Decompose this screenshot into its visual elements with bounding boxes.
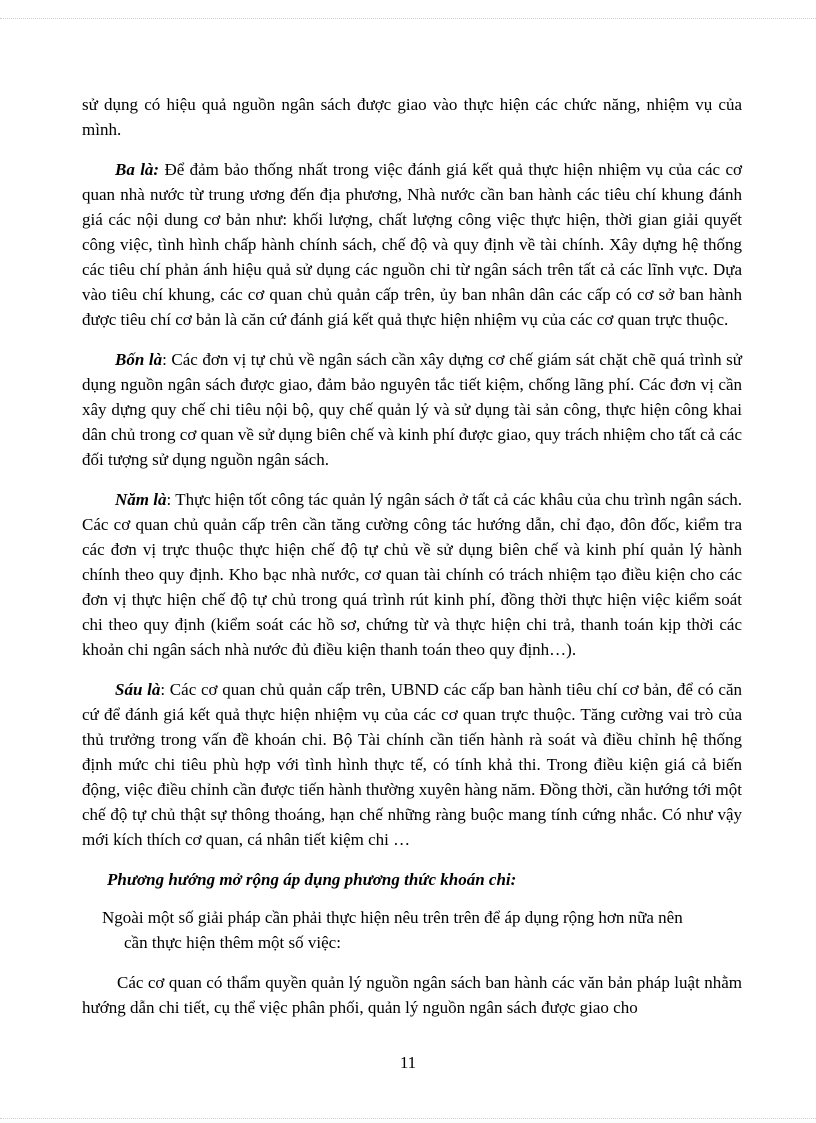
lead-nam-la: Năm là (115, 490, 167, 509)
lead-bon-la: Bốn là (115, 350, 163, 369)
paragraph-nam-la (82, 487, 742, 662)
paragraph-continuation: sử dụng có hiệu quả nguồn ngân sách được giao vào thực hiện các chức năng, nhiệm vụ của mình. (82, 95, 742, 139)
text-sau-la: : Các cơ quan chủ quản cấp trên, UBND các cấp ban hành tiêu chí cơ bản, để có căn cứ để đánh giá kết quả thực hiện nhiệm vụ của các cơ quan trực thuộc. Tăng cường vai trò của thủ trưởng trong vấn đề khoán chi. Bộ Tài chính cần tiến hành rà soát và điều chỉnh hệ thống định mức chi tiêu phù hợp với tình hình thực tế, có tính khả thi. Trong điều kiện giá cả biến động, việc điều chỉnh cần được tiến hành thường xuyên hàng năm. Đồng thời, cần hướng tới một chế độ tự chủ thật sự thông thoáng, hạn chế những ràng buộc mang tính cứng nhắc. Có như vậy mới kích thích cơ quan, cá nhân tiết kiệm chi … (82, 680, 742, 849)
paragraph-sau-la (82, 677, 742, 852)
section-heading: Phương hướng mở rộng áp dụng phương thức khoán chi: (107, 870, 517, 889)
paragraph-ba-la (82, 157, 742, 332)
lead-ba-la: Ba là: (115, 160, 160, 179)
paragraph-bon-la (82, 347, 742, 472)
top-dotted-border (0, 18, 816, 19)
lead-sau-la: Sáu là (115, 680, 161, 699)
intro-line-1: Ngoài một số giải pháp cần phải thực hiện nêu trên trên để áp dụng rộng hơn nữa nên (102, 908, 683, 927)
bottom-dotted-border (0, 1118, 816, 1119)
page-number: 11 (399, 1053, 417, 1072)
intro-paragraph (102, 905, 742, 955)
text-bon-la: : Các đơn vị tự chủ về ngân sách cần xây dựng cơ chế giám sát chặt chẽ quá trình sử dụng nguồn ngân sách được giao, đảm bảo nguyên tắc tiết kiệm, chống lãng phí. Các đơn vị cần xây dựng quy chế chi tiêu nội bộ, quy chế quản lý và sử dụng tài sản công, thực hiện công khai dân chủ trong cơ quan về sử dụng biên chế và kinh phí được giao, quy trách nhiệm cho tất cả các đối tượng sử dụng nguồn ngân sách. (82, 350, 742, 469)
text-ba-la: Để đảm bảo thống nhất trong việc đánh giá kết quả thực hiện nhiệm vụ của các cơ quan nhà nước từ trung ương đến địa phương, Nhà nước cần ban hành các tiêu chí khung đánh giá các nội dung cơ bản như: khối lượng, chất lượng công việc thực hiện, thời gian giải quyết công việc, tình hình chấp hành chính sách, chế độ và quy định về tài chính. Xây dựng hệ thống các tiêu chí phản ánh hiệu quả sử dụng các nguồn chi từ ngân sách trên tất cả các lĩnh vực. Dựa vào tiêu chí khung, các cơ quan chủ quản cấp trên, ủy ban nhân dân các cấp có cơ sở ban hành được tiêu chí cơ bản là căn cứ đánh giá kết quả thực hiện nhiệm vụ của các cơ quan trực thuộc. (82, 160, 742, 329)
document-page (82, 92, 742, 1020)
intro-line-2: cần thực hiện thêm một số việc: (124, 933, 341, 952)
paragraph-final: Các cơ quan có thẩm quyền quản lý nguồn ngân sách ban hành các văn bản pháp luật nhằm hướng dẫn chi tiết, cụ thể việc phân phối, quản lý nguồn ngân sách được giao cho (82, 973, 742, 1017)
text-nam-la: : Thực hiện tốt công tác quản lý ngân sách ở tất cả các khâu của chu trình ngân sách. Các cơ quan chủ quản cấp trên cần tăng cường công tác hướng dẫn, chỉ đạo, đôn đốc, kiểm tra các đơn vị trực thuộc thực hiện chế độ tự chủ về sử dụng biên chế và kinh phí quản lý hành chính theo quy định. Kho bạc nhà nước, cơ quan tài chính có trách nhiệm tạo điều kiện cho các đơn vị thực hiện chế độ tự chủ trong quá trình rút kinh phí, đồng thời thực hiện việc kiểm soát chi theo quy định (kiểm soát các hồ sơ, chứng từ và thực hiện chi trả, thanh toán kịp thời các khoản chi ngân sách nhà nước đủ điều kiện thanh toán theo quy định…). (82, 490, 742, 659)
